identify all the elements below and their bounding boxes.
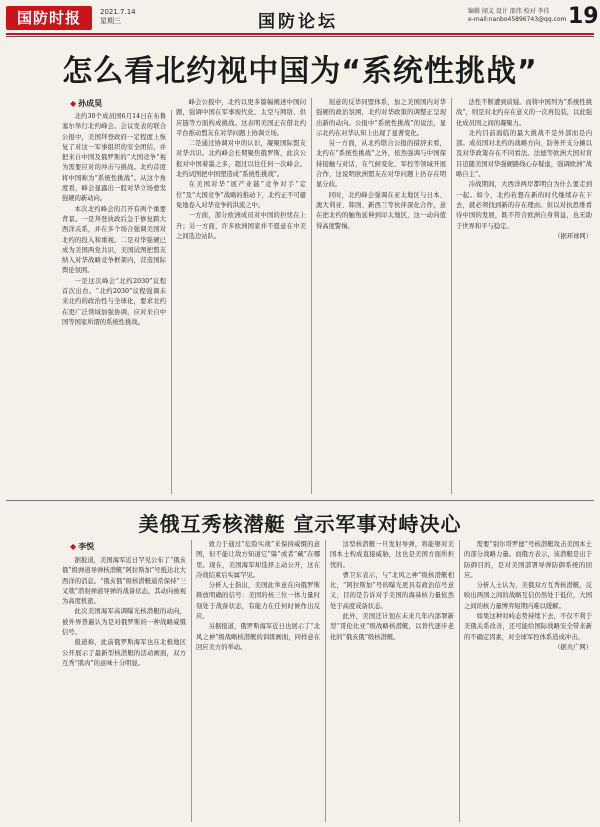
paragraph: 北约目前面临的最大挑战不是外部而是内部。成员国对北约的战略方向、防务开支分摊以及对华政策存在不同看法。法德等欧洲大国对盲目追随美国对华强硬路线心存疑虑，强调欧洲“战略自主”。	[456, 129, 592, 179]
masthead-rule-red	[6, 33, 594, 35]
article2-column-4	[464, 540, 592, 822]
paragraph: 峰会公报中，北约以更多篇幅阐述中国问题，强调中国在军事现代化、太空与网络、供应链等方面构成挑战。这表明美国正在借北约平台推动盟友在对华问题上协调立场。	[176, 99, 306, 137]
paragraph: 分析人士指出，美国此举意在向俄罗斯释放明确的信号：美国的核三位一体力量时刻处于战备状态，有能力在任何时候作出反应。	[196, 582, 320, 621]
paragraph: 北约30个成员国6月14日在布鲁塞尔举行北约峰会。会议发表的联合公报中，美国拜登政府一定程度上恢复了对这一军事组织的安全团结，并把来自中国及俄罗斯的“大国竞争”视为需要应对的冲击与挑战。北约首度将中国称为“系统性挑战”。从这个角度看，峰会显露出一股对华立场愈发强硬的新动向。	[62, 113, 166, 203]
column-divider	[325, 540, 326, 822]
column-divider	[191, 540, 192, 822]
paragraph: 一是这次峰会“北约2030”议程首次出台。“北约2030”议程强调未来北约的政治性与全球化，要求北约在更广泛领域加强协调，应对来自中国等国家所谓的系统性挑战。	[62, 277, 166, 326]
masthead	[0, 0, 600, 40]
editors-line: 编辑 闻义 设计 邵伟 校对 李佳	[468, 8, 550, 15]
column-divider	[451, 98, 452, 494]
byline-marker-icon: ◆	[70, 99, 77, 108]
article1-column-4	[456, 98, 592, 492]
article1-byline	[70, 98, 102, 109]
publication-date	[100, 8, 136, 26]
article1-headline: 怎么看北约视中国为“系统性挑战”	[62, 54, 538, 89]
article2-headline: 美俄互秀核潜艇 宣示军事对峙决心	[138, 512, 462, 536]
article1-column-2	[176, 98, 306, 492]
editors-credit	[468, 8, 568, 24]
column-divider	[171, 110, 172, 494]
article-separator	[6, 500, 594, 501]
article1-column-1	[62, 112, 166, 492]
paragraph: 曹卫东表示，与“北风之神”级核潜艇相比，“阿拉斯加”号的曝光更具有政治信号意义，目的是告诉对手美国的海基核力量依然处于高度戒备状态。	[330, 571, 454, 610]
weekday-text: 星期三	[100, 17, 121, 25]
paragraph: 在美国对华“展产业链”竞争对手“定位”及“大国竞争”战略的推动下，北约正不可避免地卷入对华竞争的洪流之中。	[176, 181, 306, 209]
column-divider	[459, 540, 460, 822]
article1-column-3	[316, 98, 446, 492]
article1-author: 孙成昊	[78, 99, 103, 108]
masthead-rule-black	[6, 36, 594, 37]
byline-marker-icon: ◆	[70, 542, 77, 551]
paragraph: 此次美国海军高调曝光核潜艇的动向，被外界普遍认为是对俄罗斯的一种战略威慑信号。	[62, 608, 186, 637]
article2-source: （据央广网）	[554, 643, 592, 651]
page-number: 19	[568, 4, 599, 29]
paragraph: 同时，北约峰会强调在亚太地区与日本、澳大利亚、韩国、新西兰等伙伴深化合作，意在把北约的触角延伸到印太地区，这一动向值得高度警惕。	[316, 191, 446, 230]
section-title: 国防论坛	[258, 12, 338, 32]
paragraph: 这型核潜艇一旦发射导弹，将能够对美国本土构成直接威胁，这也是美国方面所担忧的。	[330, 541, 454, 569]
paragraph: 二是通过协调对中的认识，凝聚国际盟友对华共识。北约峰会长期聚焦俄罗斯，此次公报对中国着墨之多，超过以往任何一次峰会。北约试图把中国塑造成“系统性挑战”。	[176, 140, 306, 179]
email-line: e-mail:nanbo45896743@qq.com	[468, 16, 567, 23]
paragraph: 另据报道，俄罗斯海军近日也展示了“北风之神”级战略核潜艇的训练画面，同样意在回应美方的举动。	[196, 623, 320, 651]
paragraph: 本次北约峰会的召开有两个重要背景。一是拜登执政后急于修复跨大西洋关系，并在多个场合强调美国对北约的投入和重视。二是对华强硬已成为美国两党共识，美国试图把盟友纳入对华战略竞争框架内，营造国际舆论氛围。	[62, 205, 166, 275]
date-text: 2021.7.14	[100, 8, 136, 16]
paragraph: 法性不断遭到质疑。而将中国列为“系统性挑战”，则是对北约存在意义的一次再包装，以此强化成员国之间的凝聚力。	[456, 99, 592, 127]
article2-author: 李悦	[78, 542, 95, 551]
paragraph: 冷战期间，大西洋两岸都明白为什么要走到一起。如今，北约若想在新的时代继续存在下去，就必须找到新的存在理由。但以对抗思维看待中国的发展，既不符合欧洲自身利益，也无助于世界和平与稳定。	[456, 181, 592, 230]
paragraph: 此外，美国还计划在未来几年内部署新型“哥伦比亚”级战略核潜艇，以替代逐步老化的“俄亥俄”级核潜艇。	[330, 613, 454, 641]
paragraph: 另一方面，从北约联合公报的措辞来看，北约在“系统性挑战”之外，依然强调与中国保持接触与对话，在气候变化、军控等领域开展合作，这说明欧洲盟友在对华问题上仍存在明显分歧。	[316, 140, 446, 189]
paragraph: 报道称，此前俄罗斯海军也在北极地区公开展示了最新型核潜艇的活动画面，双方互秀“肌肉”的意味十分明显。	[62, 639, 186, 667]
article2-byline	[70, 541, 94, 552]
paragraph: 刻意的反华同盟体系，加之美国国内对华强硬的政治氛围，北约对华政策的调整正呈现出新的动向。公报中“系统性挑战”的说法，显示北约在对华认知上出现了显著变化。	[316, 99, 446, 137]
article2-column-3	[330, 540, 454, 822]
article2-column-2	[196, 540, 320, 822]
paragraph: 分析人士认为，美俄双方互秀核潜艇，反映出两国之间的战略互信仍然处于低位，大国之间的核力量博弈短期内难以缓解。	[464, 582, 592, 610]
article2-column-1	[62, 556, 186, 822]
paragraph: 致力于通过“危险实战”来保持威慑的意图，但不能让敌方知道它“躲”或者“藏”在哪里。现在，美国海军却选择主动公开，这在冷战结束后实属罕见。	[196, 541, 320, 579]
paragraph: 据报道，美国海军近日罕见公布了“俄亥俄”级弹道导弹核潜艇“阿拉斯加”号抵达北大西洋的消息。“俄亥俄”级核潜艇通常保持“三叉戟”潜射弹道导弹的战备状态，其动向被视为高度机密。	[62, 557, 186, 606]
paragraph: 如果这种对峙态势持续下去，不仅不利于美俄关系改善，还可能给国际战略安全带来新的不确定因素，对全球军控体系造成冲击。	[464, 613, 592, 641]
newspaper-logo: 国防时报	[6, 6, 92, 30]
paragraph: 需要“别尔哥罗德”号核潜艇攻击美国本土的部分战略力量。而俄方表示，该潜艇是出于防御目的，是对美国部署导弹防御系统的回应。	[464, 541, 592, 579]
article1-source: （据环球网）	[554, 232, 592, 240]
column-divider	[311, 98, 312, 494]
paragraph: 一方面，部分欧洲成员对中国的担忧在上升；另一方面，许多欧洲国家并不愿意在中美之间选边站队。	[176, 212, 306, 240]
